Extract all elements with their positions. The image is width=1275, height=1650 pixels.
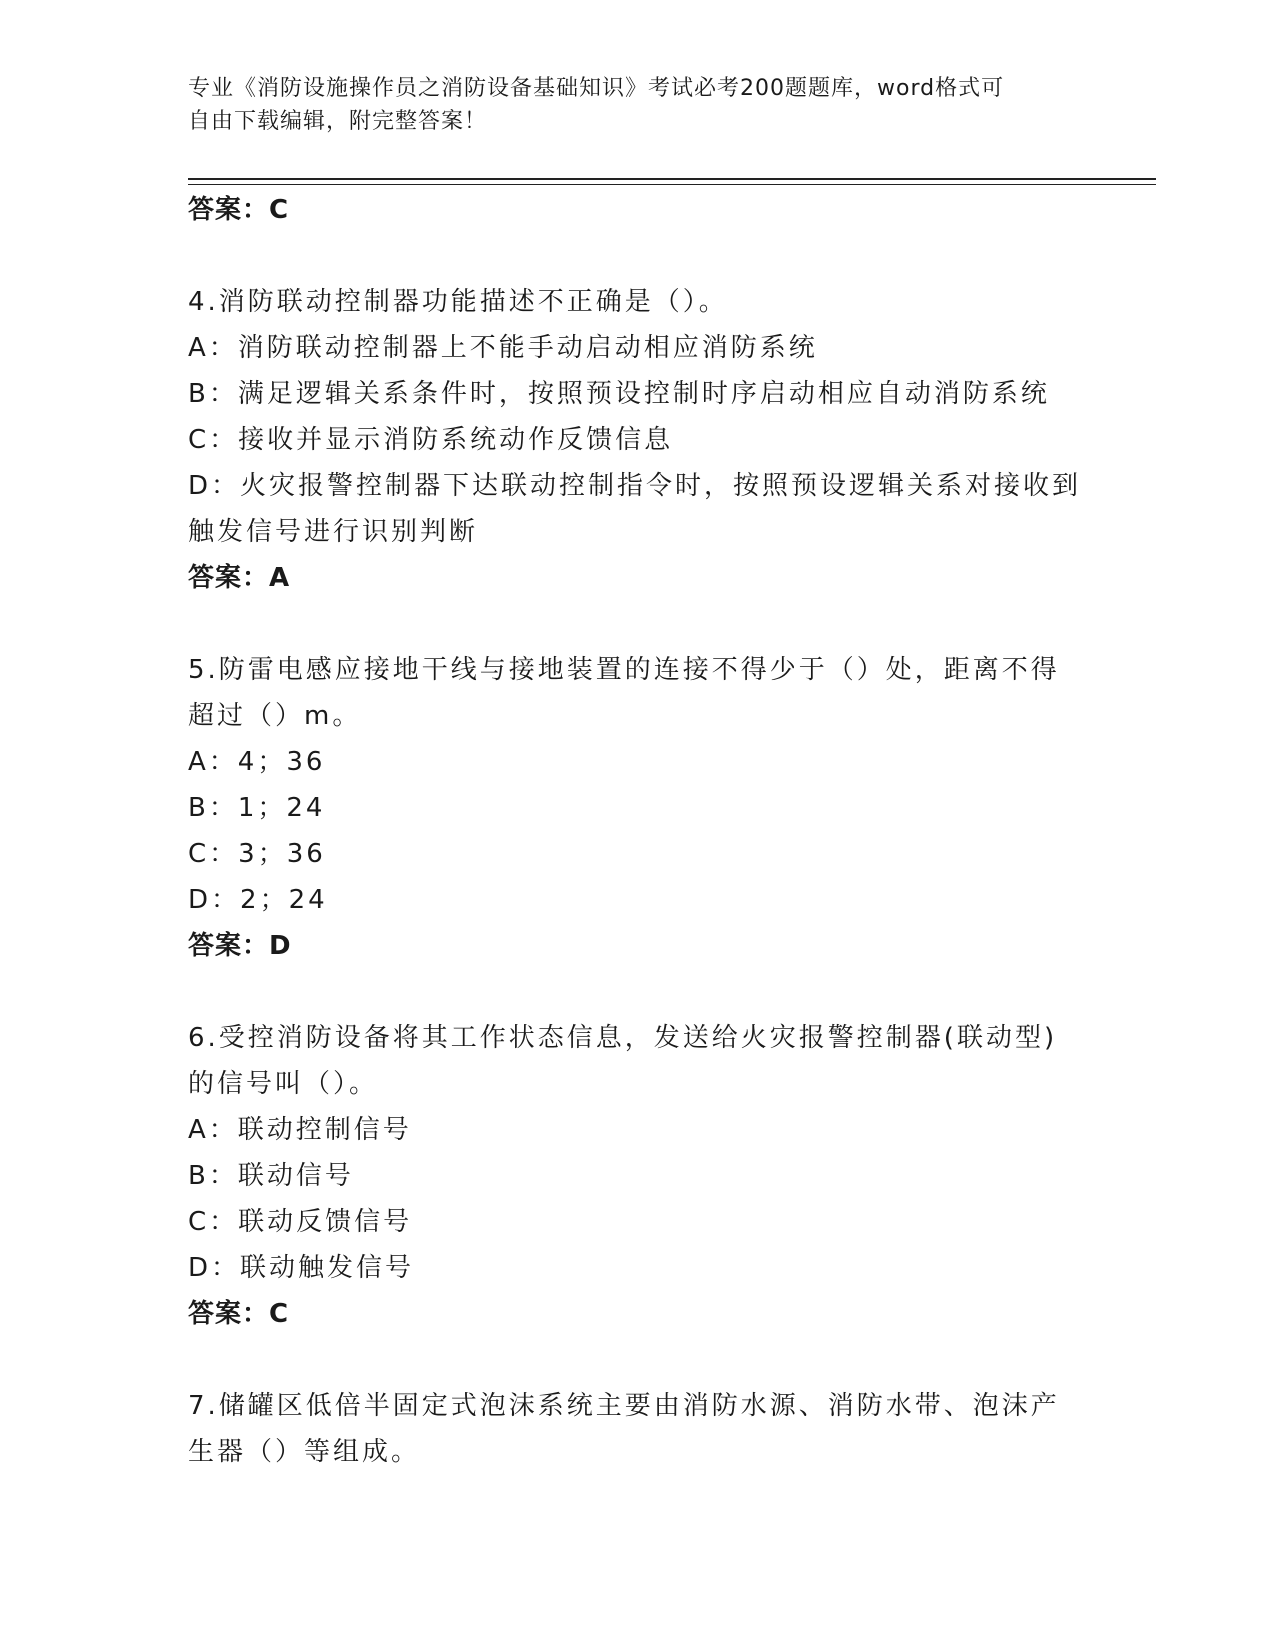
option-b: B：满足逻辑关系条件时，按照预设控制时序启动相应自动消防系统	[188, 379, 1050, 409]
option-d: D：火灾报警控制器下达联动控制指令时，按照预设逻辑关系对接收到	[188, 471, 1082, 501]
question-stem: 7.储罐区低倍半固定式泡沫系统主要由消防水源、消防水带、泡沫产	[188, 1391, 1060, 1421]
option-d-continued: 触发信号进行识别判断	[188, 517, 479, 547]
question-stem: 6.受控消防设备将其工作状态信息，发送给火灾报警控制器(联动型)	[188, 1023, 1058, 1053]
option-c: C：接收并显示消防系统动作反馈信息	[188, 425, 674, 455]
option-b: B：联动信号	[188, 1161, 354, 1191]
option-d: D：联动触发信号	[188, 1253, 415, 1283]
option-a: A：4；36	[188, 747, 326, 777]
header-divider-thin	[188, 184, 1156, 185]
question-6	[188, 1015, 1088, 1337]
answer: 答案：D	[188, 931, 292, 961]
answer-q3: 答案：C	[188, 195, 290, 225]
option-a: A：消防联动控制器上不能手动启动相应消防系统	[188, 333, 818, 363]
option-a: A：联动控制信号	[188, 1115, 412, 1145]
answer: 答案：A	[188, 563, 291, 593]
option-c: C：联动反馈信号	[188, 1207, 413, 1237]
option-b: B：1；24	[188, 793, 326, 823]
option-c: C：3；36	[188, 839, 326, 869]
question-stem: 4.消防联动控制器功能描述不正确是（）。	[188, 287, 728, 317]
answer: 答案：C	[188, 1299, 290, 1329]
option-d: D：2；24	[188, 885, 328, 915]
header-line-2: 自由下载编辑，附完整答案！	[188, 109, 488, 134]
header-line-1: 专业《消防设施操作员之消防设备基础知识》考试必考200题题库，word格式可	[188, 76, 1005, 101]
document-body	[188, 187, 1088, 1475]
question-7	[188, 1383, 1088, 1475]
header-divider-thick	[188, 178, 1156, 180]
page-header	[188, 72, 1088, 138]
question-stem-continued: 超过（）m。	[188, 701, 362, 731]
question-stem-continued: 的信号叫（）。	[188, 1069, 379, 1099]
question-stem-continued: 生器（）等组成。	[188, 1437, 421, 1467]
question-stem: 5.防雷电感应接地干线与接地装置的连接不得少于（）处，距离不得	[188, 655, 1060, 685]
question-5	[188, 647, 1088, 969]
question-4	[188, 279, 1088, 601]
